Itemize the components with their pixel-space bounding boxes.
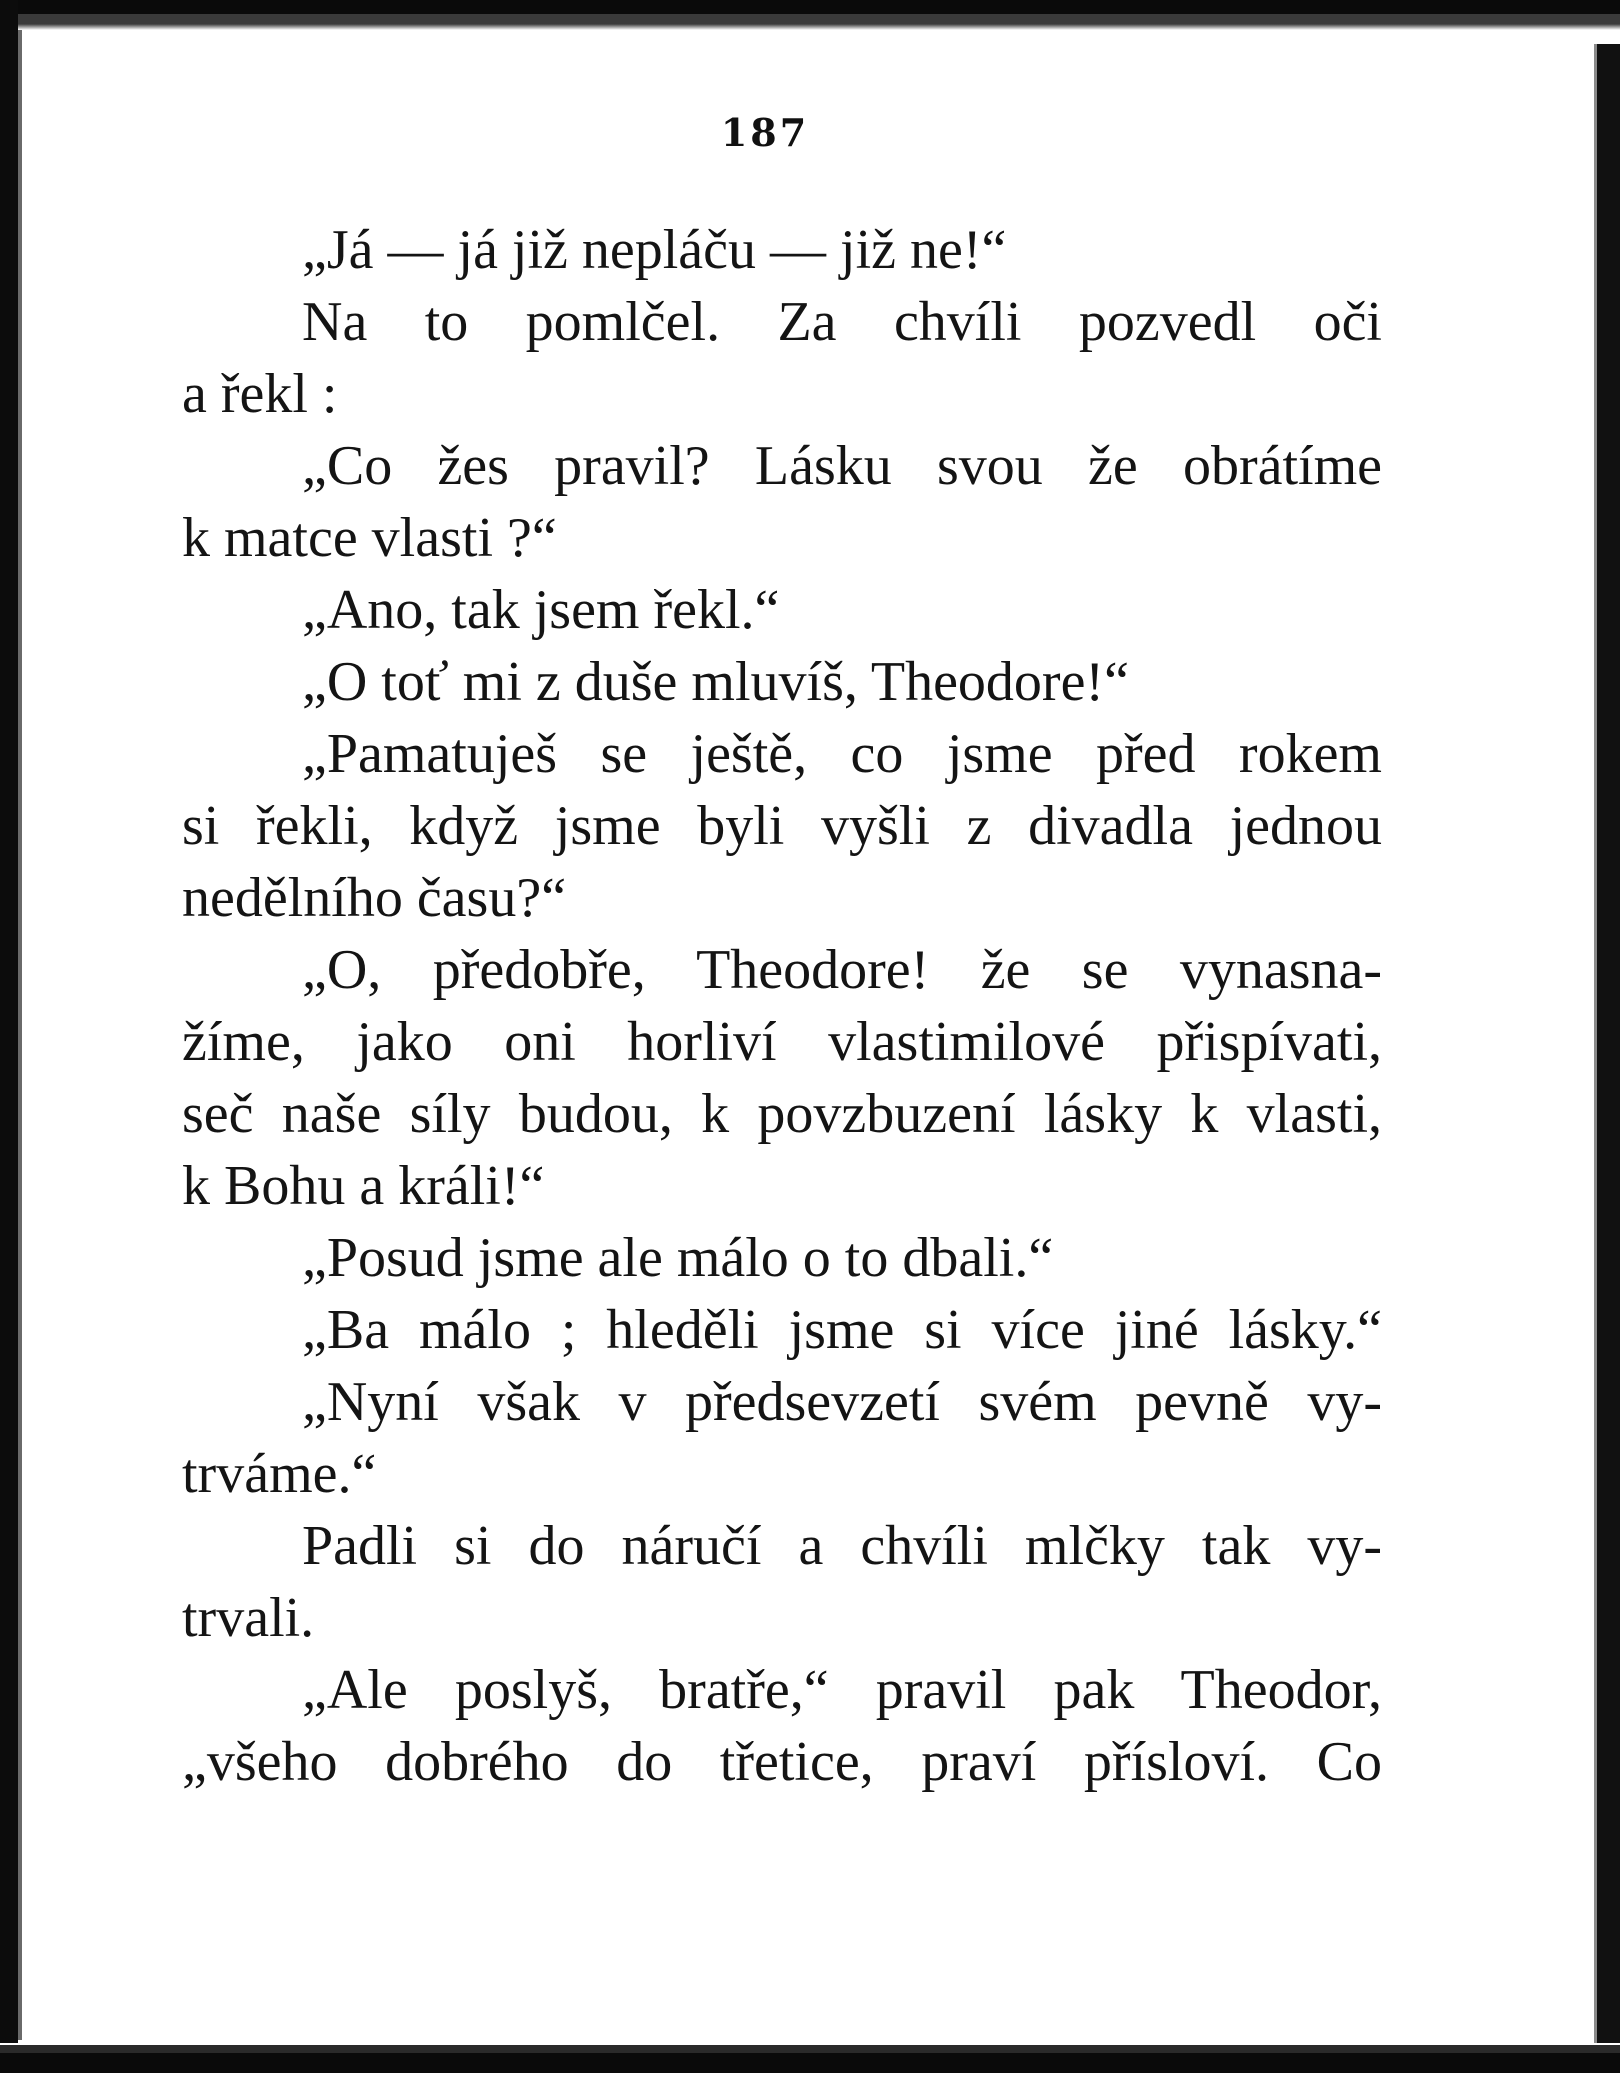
body-text xyxy=(182,214,1382,1798)
text-line: Na to pomlčel. Za chvíli pozvedl oči xyxy=(302,291,1382,353)
scan-border-right xyxy=(1594,44,1620,2073)
text-line: „O toť mi z duše mluvíš, Theodore!“ xyxy=(302,651,1129,713)
scan-border-top xyxy=(0,0,1620,30)
text-line: „Ale poslyš, bratře,“ pravil pak Theodor, xyxy=(302,1659,1382,1721)
text-line: žíme, jako oni horliví vlastimilové přispívati, xyxy=(182,1011,1382,1073)
text-line: „O, předobře, Theodore! že se vynasna- xyxy=(302,939,1382,1001)
text-line: „Pamatuješ se ještě, co jsme před rokem xyxy=(302,723,1382,785)
page-number: 187 xyxy=(720,110,810,155)
text-line: „Ano, tak jsem řekl.“ xyxy=(302,579,780,641)
text-line: „Nyní však v předsevzetí svém pevně vy- xyxy=(302,1371,1382,1433)
text-line: „Posud jsme ale málo o to dbali.“ xyxy=(302,1227,1054,1289)
text-line: a řekl : xyxy=(182,363,338,425)
text-line: k Bohu a králi!“ xyxy=(182,1155,545,1217)
scan-border-left-inner xyxy=(18,30,22,2040)
scan-border-left xyxy=(0,0,18,2073)
text-line: nedělního času?“ xyxy=(182,867,567,929)
text-line: trváme.“ xyxy=(182,1443,377,1505)
text-line: „všeho dobrého do třetice, praví přísloví. Co xyxy=(182,1731,1382,1793)
text-line: k matce vlasti ?“ xyxy=(182,507,557,569)
text-line: si řekli, když jsme byli vyšli z divadla jednou xyxy=(182,795,1382,857)
text-line: Padli si do náručí a chvíli mlčky tak vy- xyxy=(302,1515,1382,1577)
text-line: „Já — já již nepláču — již ne!“ xyxy=(302,219,1007,281)
text-line: „Co žes pravil? Lásku svou že obrátíme xyxy=(302,435,1382,497)
scan-border-bottom xyxy=(0,2043,1620,2073)
text-line: seč naše síly budou, k povzbuzení lásky k vlasti, xyxy=(182,1083,1382,1145)
text-line: trvali. xyxy=(182,1587,315,1649)
text-line: „Ba málo ; hleděli jsme si více jiné lásky.“ xyxy=(302,1299,1382,1361)
